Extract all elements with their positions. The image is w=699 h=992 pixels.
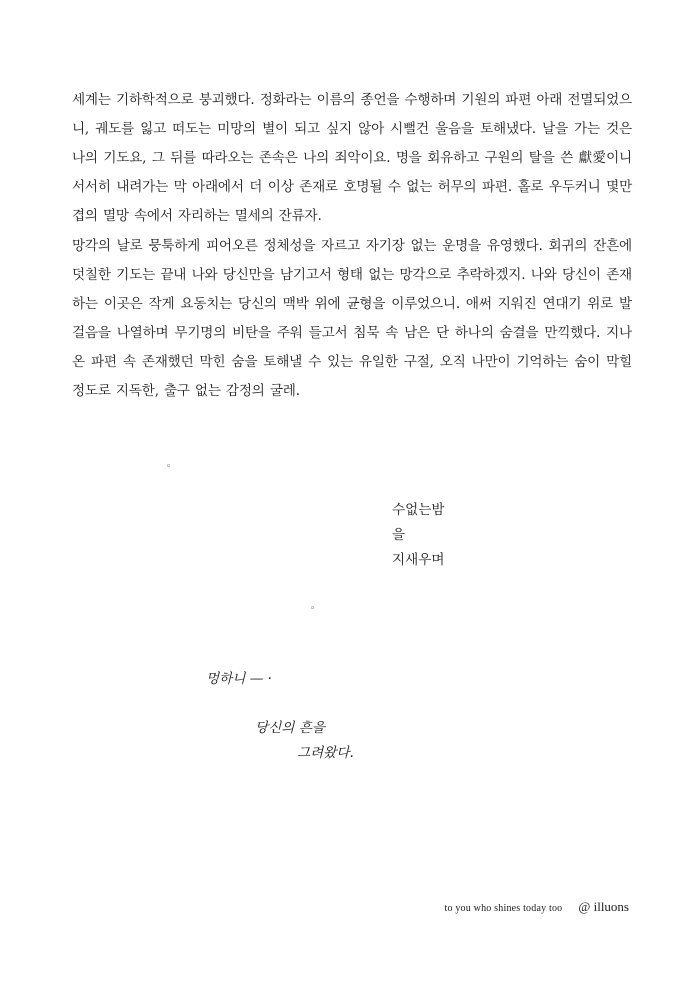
footer-handle: @ illuons: [578, 899, 629, 914]
ornament-dot-2: ◦: [310, 604, 316, 614]
vertical-line-2: 을: [392, 527, 406, 543]
italic-line-meonghani: 멍하니 — ·: [206, 671, 272, 687]
vertical-line-3: 지새우며: [392, 552, 445, 568]
italic-line-dangsin: 당신의 흔을: [255, 720, 325, 736]
vertical-phrase: [392, 498, 445, 573]
footer-signature: [444, 898, 629, 916]
ornament-dot-1: ◦: [166, 462, 172, 472]
body-paragraph-1: 세계는 기하학적으로 붕괴했다. 정화라는 이름의 종언을 수행하며 기원의 파편 아래 전멸되었으니, 궤도를 잃고 떠도는 미망의 별이 되고 싶지 않아 시뻘건 울음을 토해냈다. 날을 가는 것은 나의 기도요, 그 뒤를 따라오는 존속은 나의 죄악이요. 명을 회유하고 구원의 탈을 쓴 獻愛이니 서서히 내려가는 막 아래에서 더 이상 존재로 호명될 수 없는 허무의 파편. 홀로 우두커니 몇만 겹의 멸망 속에서 자리하는 멸세의 잔류자.: [72, 92, 632, 224]
italic-line-geuryeo: 그려왔다.: [297, 745, 354, 761]
footer-motto: to you who shines today too: [444, 903, 563, 914]
vertical-line-1: 수없는밤: [392, 502, 445, 518]
body-paragraph-2: 망각의 날로 뭉툭하게 피어오른 정체성을 자르고 자기장 없는 운명을 유영했다. 회귀의 잔흔에 덧칠한 기도는 끝내 나와 당신만을 남기고서 형태 없는 망각으로 추락하겠지. 나와 당신이 존재하는 이곳은 작게 요동치는 당신의 맥박 위에 균형을 이루었으니. 애써 지워진 연대기 위로 발걸음을 나열하며 무기명의 비탄을 주워 들고서 침묵 속 남은 단 하나의 숨결을 만끽했다. 지나온 파편 속 존재했던 막힌 숨을 토해낼 수 있는 유일한 구절, 오직 나만이 기억하는 숨이 막힐 정도로 지독한, 출구 없는 감정의 굴레.: [72, 238, 632, 399]
